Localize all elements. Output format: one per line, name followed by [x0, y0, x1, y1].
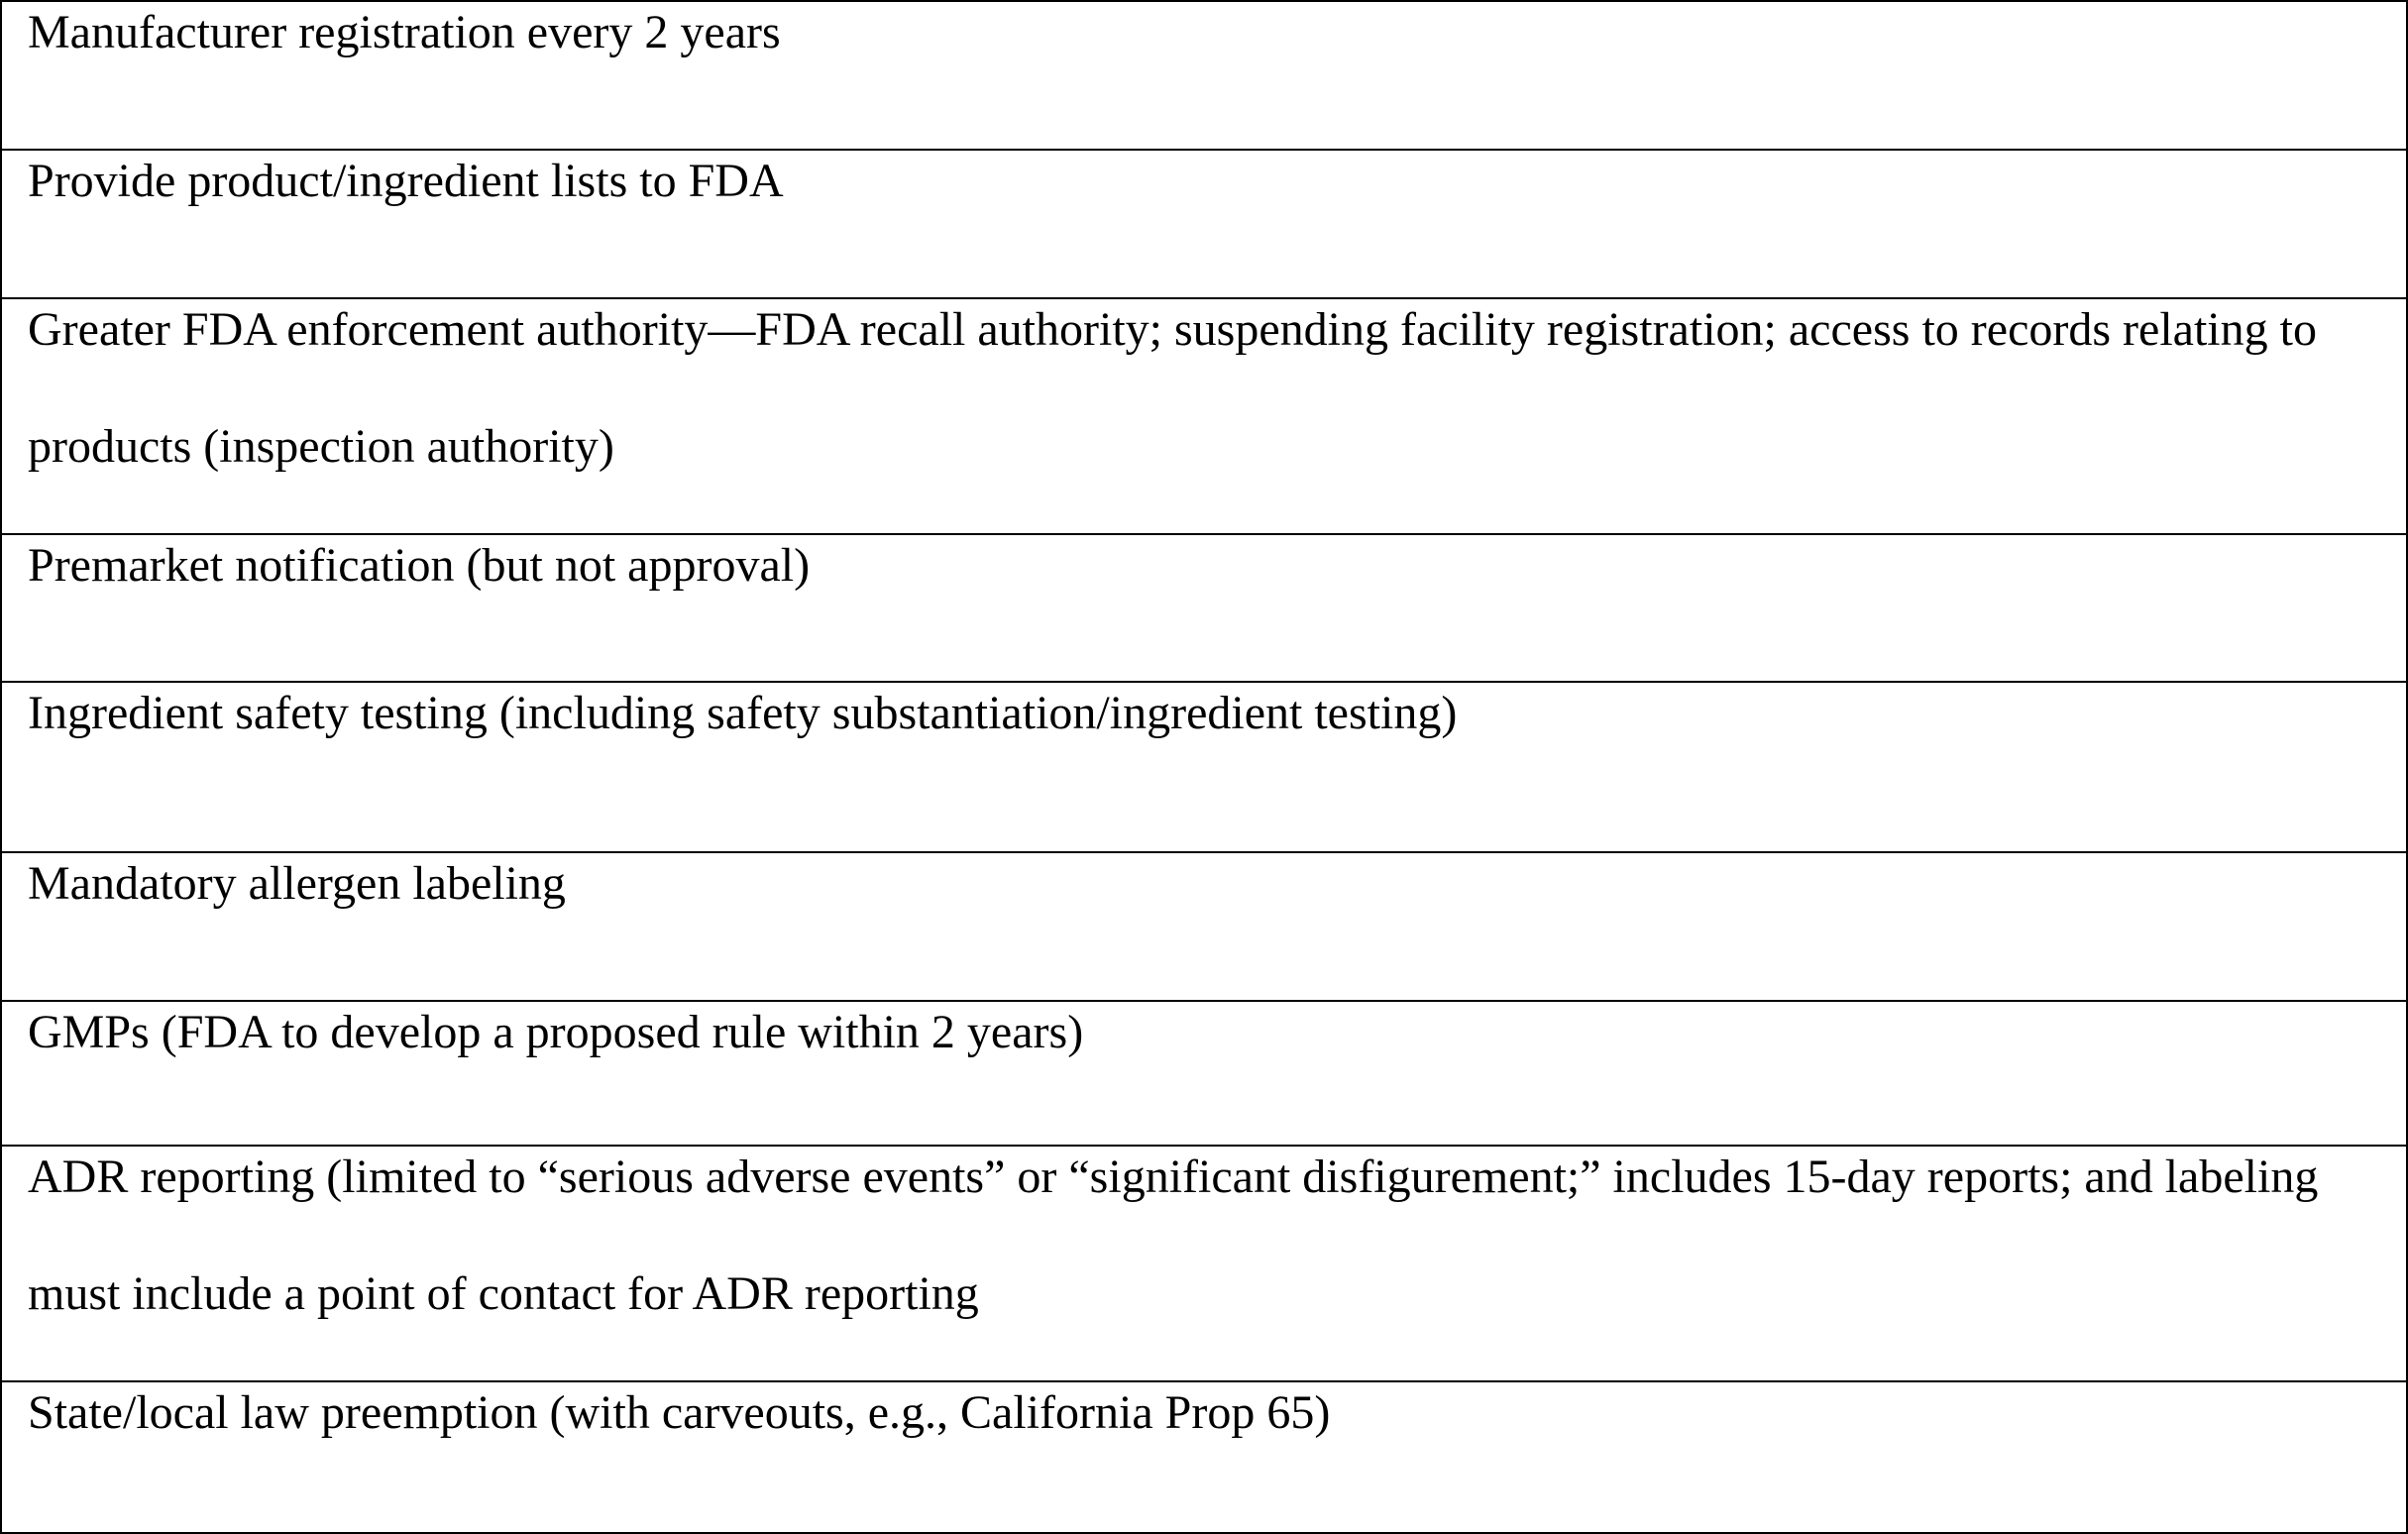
- table-row: [1, 1381, 2407, 1533]
- table-row: [1, 682, 2407, 852]
- table-cell: [1, 1001, 2407, 1146]
- table-cell: [1, 534, 2407, 682]
- table-cell: [1, 682, 2407, 852]
- table-cell: [1, 150, 2407, 298]
- cell-text: Greater FDA enforcement authority—FDA recall authority; suspending facility registration; access to records relating to products (inspection authority): [28, 303, 2317, 473]
- cell-text: State/local law preemption (with carveouts, e.g., California Prop 65): [28, 1386, 1331, 1439]
- cell-text: Ingredient safety testing (including safety substantiation/ingredient testing): [28, 687, 1458, 739]
- cell-text: Manufacturer registration every 2 years: [28, 6, 781, 58]
- table-row: [1, 298, 2407, 534]
- table-cell: [1, 1381, 2407, 1533]
- cell-text: GMPs (FDA to develop a proposed rule within 2 years): [28, 1006, 1084, 1058]
- cell-text: Provide product/ingredient lists to FDA: [28, 155, 784, 207]
- table-row: [1, 150, 2407, 298]
- table-row: [1, 1146, 2407, 1381]
- table-row: [1, 1, 2407, 150]
- table-cell: [1, 1, 2407, 150]
- cell-text: Premarket notification (but not approval): [28, 539, 811, 592]
- table-cell: [1, 1146, 2407, 1381]
- table-cell: [1, 298, 2407, 534]
- table-row: [1, 852, 2407, 1001]
- table-row: [1, 1001, 2407, 1146]
- cell-text: Mandatory allergen labeling: [28, 857, 566, 910]
- table-cell: [1, 852, 2407, 1001]
- table-row: [1, 534, 2407, 682]
- cell-text: ADR reporting (limited to “serious adverse events” or “significant disfigurement;” includes 15-day reports; and labeling must include a point of contact for ADR reporting: [28, 1150, 2319, 1320]
